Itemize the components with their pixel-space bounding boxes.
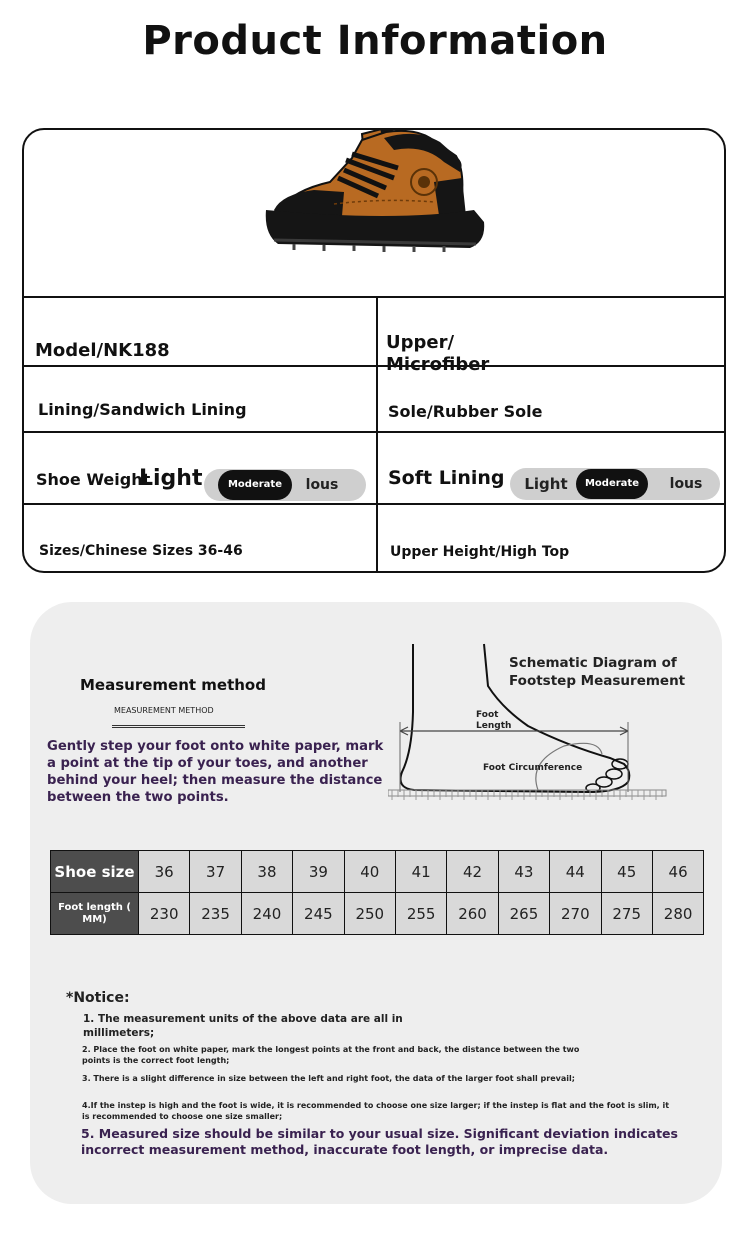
table-cell: 255	[395, 893, 446, 935]
notice-item: 4.If the instep is high and the foot is wide, it is recommended to choose one size larger; if the instep is flat and the foot is slim, it is recommended to choose one size smaller;	[82, 1101, 670, 1121]
table-header-foot-length: Foot length ( MM)	[51, 893, 139, 935]
table-cell: 41	[395, 851, 446, 893]
table-cell: 37	[190, 851, 241, 893]
product-info-card	[22, 128, 726, 573]
lining-label: Lining/Sandwich Lining	[38, 400, 247, 419]
measurement-card	[30, 602, 722, 1204]
shoe-weight-label: Shoe Weight	[36, 470, 151, 489]
table-cell: 42	[447, 851, 498, 893]
sizes-label: Sizes/Chinese Sizes 36-46	[39, 543, 243, 559]
upper-height-label: Upper Height/High Top	[390, 544, 570, 560]
table-cell: 230	[139, 893, 190, 935]
measurement-subtitle: MEASUREMENT METHOD	[114, 706, 214, 715]
divider	[376, 298, 378, 573]
page-title: Product Information	[142, 18, 608, 64]
measurement-description: Gently step your foot onto white paper, mark a point at the tip of your toes, and another behind your heel; then measure the distance between the two points.	[47, 739, 384, 805]
table-cell: 265	[498, 893, 549, 935]
table-cell: 245	[293, 893, 344, 935]
table-cell: 260	[447, 893, 498, 935]
notice-item: 1. The measurement units of the above data are all in millimeters;	[83, 1013, 403, 1039]
table-cell: 38	[241, 851, 292, 893]
divider	[24, 296, 724, 298]
table-cell: 275	[601, 893, 652, 935]
model-label: Model/NK188	[35, 340, 170, 361]
subtitle-underline	[112, 725, 245, 728]
table-cell: 240	[241, 893, 292, 935]
size-chart-table	[50, 850, 704, 935]
shoe-weight-option-light: Light	[139, 466, 203, 491]
notice-item: 5. Measured size should be similar to your usual size. Significant deviation indicates incorrect measurement method, inaccurate foot length, or imprecise data.	[81, 1126, 678, 1157]
measurement-title: Measurement method	[80, 676, 266, 694]
soft-lining-option-light: Light	[524, 475, 568, 493]
table-cell: 39	[293, 851, 344, 893]
soft-lining-option-lous: lous	[669, 476, 703, 492]
table-cell: 36	[139, 851, 190, 893]
table-cell: 235	[190, 893, 241, 935]
notice-item: 3. There is a slight difference in size between the left and right foot, the data of the larger foot shall prevail;	[82, 1074, 575, 1083]
table-cell: 270	[550, 893, 601, 935]
table-header-shoe-size: Shoe size	[51, 851, 139, 893]
sole-label: Sole/Rubber Sole	[388, 402, 543, 421]
divider	[24, 365, 724, 367]
table-cell: 45	[601, 851, 652, 893]
soft-lining-label: Soft Lining	[388, 467, 505, 489]
diagram-title: Schematic Diagram of Footstep Measurement	[509, 655, 686, 689]
divider	[24, 503, 724, 505]
table-row	[51, 893, 704, 935]
table-cell: 250	[344, 893, 395, 935]
product-image-area	[24, 130, 724, 298]
table-row	[51, 851, 704, 893]
notice-item: 2. Place the foot on white paper, mark the longest points at the front and back, the distance between the two points is the correct foot length;	[82, 1045, 580, 1065]
table-cell: 40	[344, 851, 395, 893]
foot-circumference-label: Foot Circumference	[483, 763, 583, 773]
soft-lining-option-moderate: Moderate	[576, 469, 648, 499]
notice-heading: *Notice:	[66, 990, 130, 1006]
table-cell: 280	[652, 893, 703, 935]
shoe-weight-slider	[204, 469, 366, 501]
soft-lining-slider	[510, 468, 720, 500]
upper-label: Upper/ Microfiber	[386, 332, 490, 375]
table-cell: 46	[652, 851, 703, 893]
divider	[24, 431, 724, 433]
table-cell: 43	[498, 851, 549, 893]
foot-length-label: Foot Length	[476, 710, 512, 731]
shoe-weight-option-lous: lous	[305, 477, 339, 493]
boot-image	[234, 128, 504, 298]
table-cell: 44	[550, 851, 601, 893]
shoe-weight-option-moderate: Moderate	[218, 470, 292, 500]
